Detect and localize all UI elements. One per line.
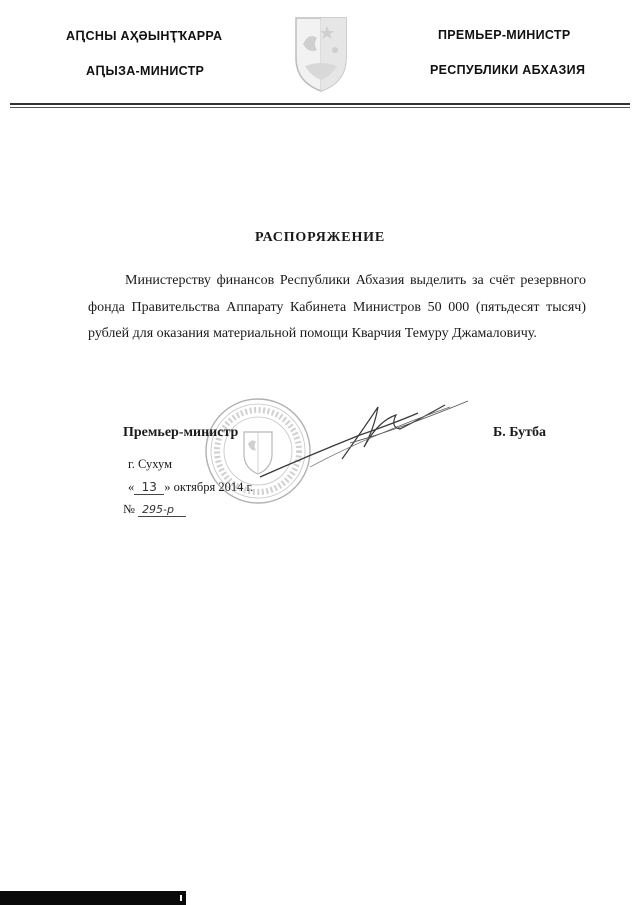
date-day: 13 (134, 481, 164, 495)
header-right-title: ПРЕМЬЕР-МИНИСТР (438, 28, 571, 42)
handwritten-signature (250, 395, 480, 485)
header-left-subtitle: АԤЫЗА-МИНИСТР (86, 64, 205, 78)
date-quote-open: « (128, 480, 135, 494)
document-body: Министерству финансов Республики Абхазия выделить за счёт резервного фонда Правительства Аппарату Кабинета Министров 50 000 (пятьдесят тысяч) рублей для оказания материальной помощи Кварчия Темуру Джамаловичу. (88, 273, 586, 341)
coat-of-arms-icon (291, 14, 351, 94)
header-divider-thin (10, 107, 630, 108)
scan-edge-mark (180, 895, 182, 901)
signatory-name: Б. Бутба (493, 425, 547, 440)
header-left-title: АԤСНЫ АҲӘЫНҬҠАРРА (66, 29, 223, 43)
order-number-line (123, 502, 186, 517)
scan-edge-bar (0, 891, 186, 905)
signatory-position: Премьер-министр (123, 425, 239, 440)
document-title: РАСПОРЯЖЕНИЕ (255, 230, 385, 245)
header-right-subtitle: РЕСПУБЛИКИ АБХАЗИЯ (430, 63, 586, 77)
number-prefix: № (123, 502, 135, 516)
city-label: г. Сухум (128, 457, 173, 471)
header-divider (10, 103, 630, 105)
order-number: 295-р (138, 504, 186, 517)
date-rest: » октября 2014 г. (164, 480, 254, 494)
date-line (128, 480, 253, 495)
